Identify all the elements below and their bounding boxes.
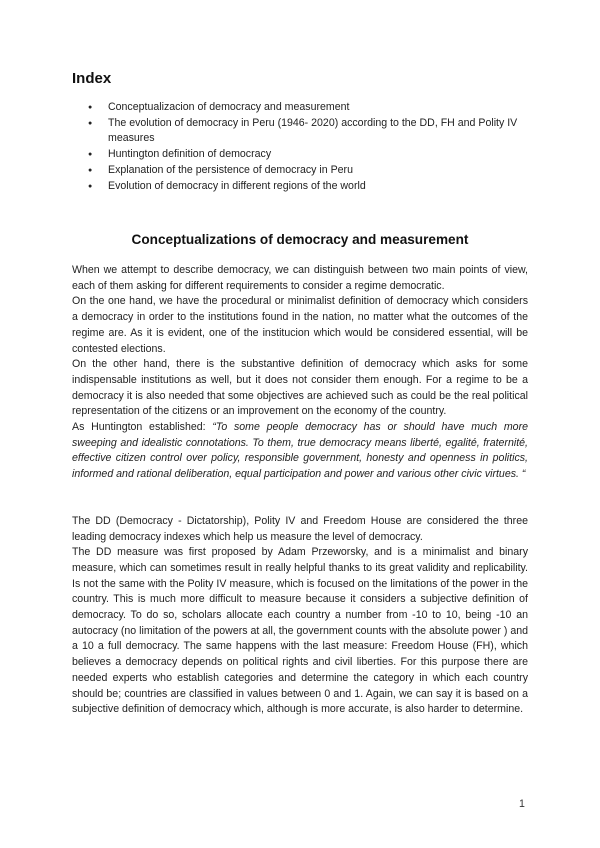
spacer — [72, 483, 528, 514]
section-heading: Conceptualizations of democracy and measurement — [131, 232, 469, 247]
paragraph: When we attempt to describe democracy, we can distinguish between two main points of view, each of them asking for different requirements to consider a regime democratic. — [72, 264, 528, 292]
index-heading: Index — [72, 70, 112, 87]
index-item: ● The evolution of democracy in Peru (1946- 2020) according to the DD, FH and Polity IV measures — [72, 116, 532, 147]
page-number: 1 — [519, 798, 525, 810]
paragraph: On the one hand, we have the procedural or minimalist definition of democracy which considers a democracy in order to the institutions found in the nation, no matter what the outcomes of the regime are. As it is evident, one of the institucion which would be considered essential, will be contested elections. — [72, 295, 528, 355]
paragraph: The DD measure was first proposed by Adam Przeworsky, and is a minimalist and binary measure, which can sometimes result in really helpful thanks to its great validity and replicability. Is not the same with the Polity IV measure, which is focused on the limitations of the power in the country. This is much more difficult to measure because it considers a subjective definition of democracy. To do so, scholars allocate each country a number from -10 to 10, being -10 an autocracy (no limitation of the powers at all, the government counts with the absolute power ) and a 10 a full democracy. The same happens with the last measure: Freedom House (FH), which believes a democracy depends on political rights and civil liberties. For this purpose there are needed experts who establish categories and determine the category in which each country should be; countries are classified in values between 0 and 1. Again, we can say it is based on a subjective definition of democracy which, although is more accurate, is also harder to determine. — [72, 546, 528, 716]
paragraph: On the other hand, there is the substantive definition of democracy which asks for some indispensable institutions as well, but it does not consider them enough. For a regime to be a democracy it is also needed that some objectives are achieved such as could be the real political representation of the citizens or an improvement on the economy of the country. — [72, 358, 528, 418]
index-list — [72, 100, 532, 194]
quote-intro: As Huntington established: — [72, 421, 213, 434]
quote-paragraph — [72, 420, 528, 483]
index-item: ● Huntington definition of democracy — [72, 147, 532, 163]
index-item: ● Evolution of democracy in different regions of the world — [72, 179, 532, 195]
index-item: ● Conceptualizacion of democracy and measurement — [72, 100, 532, 116]
paragraph: The DD (Democracy - Dictatorship), Polity IV and Freedom House are considered the three leading democracy indexes which help us measure the level of democracy. — [72, 514, 528, 543]
index-item: ● Explanation of the persistence of democracy in Peru — [72, 163, 532, 179]
huntington-quote: “To some people democracy has or should have much more sweeping and idealistic connotations. To them, true democracy means liberté, egalité, fraternité, effective citizen control over policy, responsible government, honesty and openness in politics, informed and rational deliberation, equal participation and power and various other civic virtues. “ — [72, 421, 528, 481]
section-body — [72, 263, 528, 718]
